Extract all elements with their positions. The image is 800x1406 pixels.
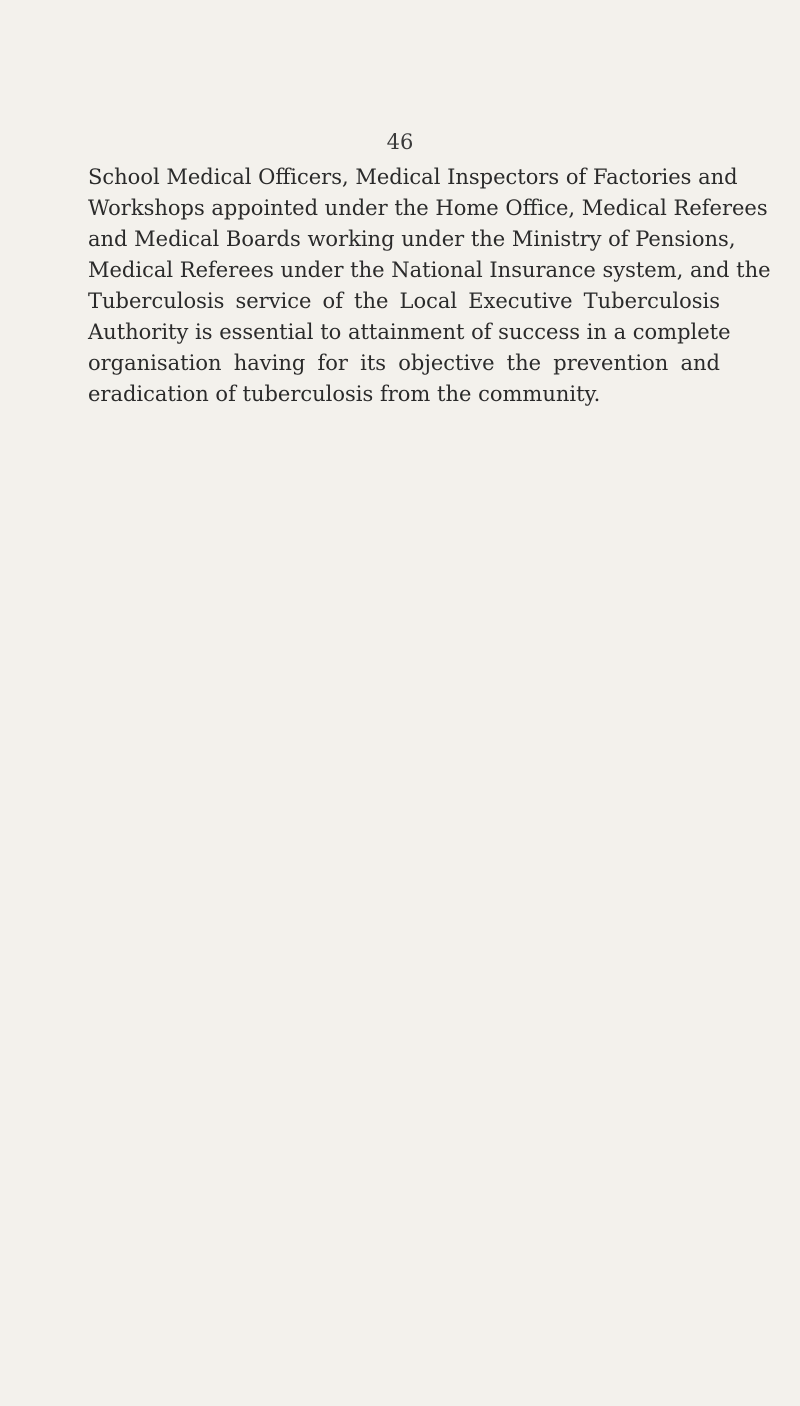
paragraph-line: Workshops appointed under the Home Office, Medical Referees — [88, 196, 768, 220]
paragraph-line: Tuberculosis service of the Local Executive Tuberculosis — [88, 289, 720, 313]
page-number: 46 — [386, 130, 414, 154]
paragraph-line: Medical Referees under the National Insurance system, and the — [88, 258, 771, 282]
paragraph-line: Authority is essential to attainment of success in a complete — [88, 320, 731, 344]
body-paragraph — [88, 162, 771, 410]
paragraph-line: and Medical Boards working under the Ministry of Pensions, — [88, 227, 736, 251]
paragraph-line: eradication of tuberculosis from the community. — [88, 382, 601, 406]
paragraph-line: organisation having for its objective the prevention and — [88, 351, 720, 375]
paragraph-line: School Medical Officers, Medical Inspectors of Factories and — [88, 165, 738, 189]
